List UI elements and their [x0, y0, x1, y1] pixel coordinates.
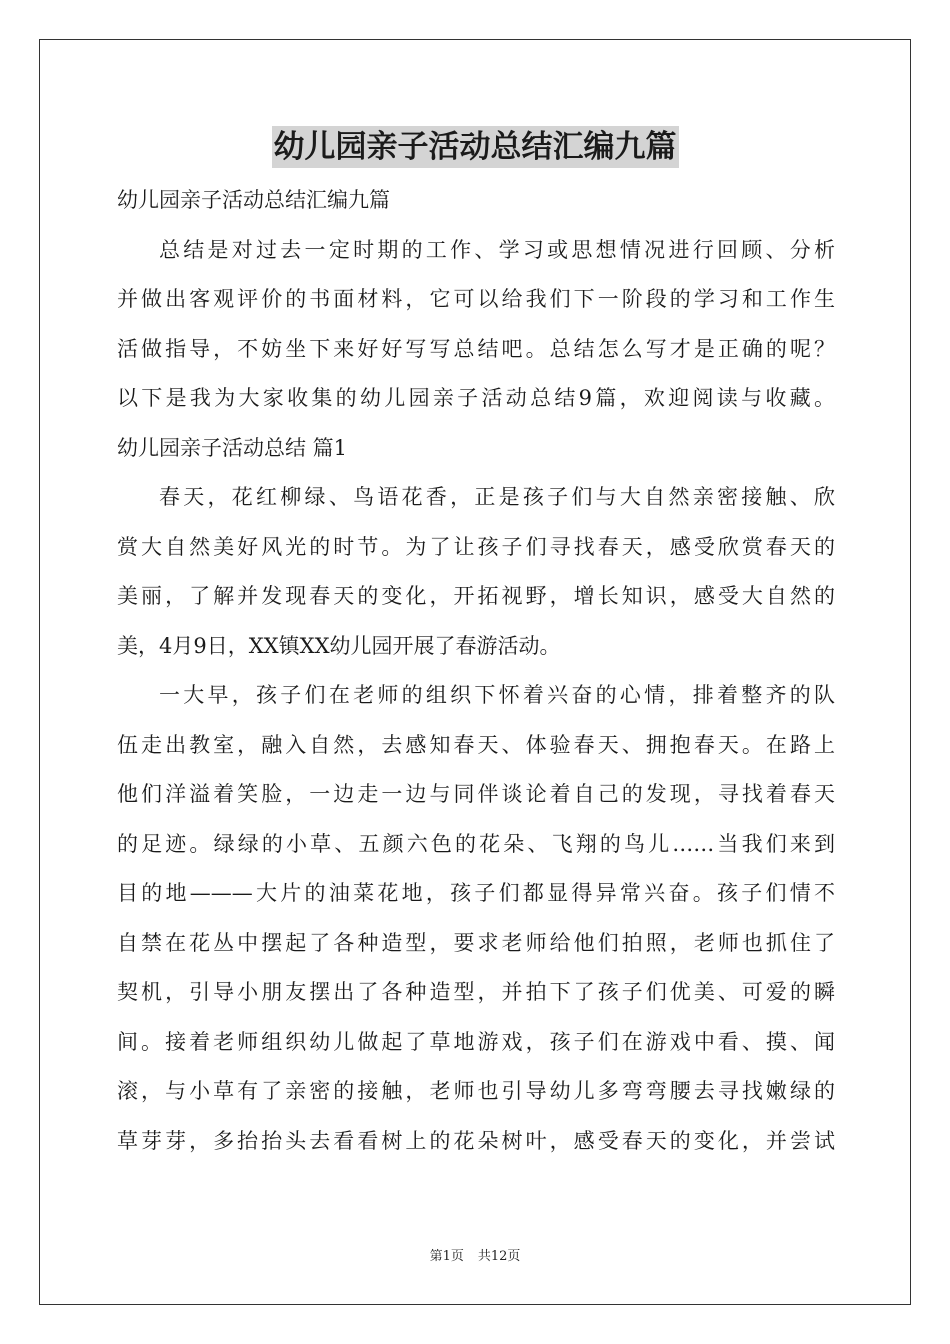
text-line: 自禁在花丛中摆起了各种造型，要求老师给他们拍照，老师也抓住了 [117, 930, 835, 955]
text-line: 美，4月9日，XX镇XX幼儿园开展了春游活动。 [117, 633, 561, 658]
page-number: 第1页 [429, 1249, 464, 1264]
text-line: 并做出客观评价的书面材料，它可以给我们下一阶段的学习和工作生 [117, 287, 835, 311]
text-line: 美丽，了解并发现春天的变化，开拓视野，增长知识，感受大自然的 [117, 584, 835, 608]
text-line: 他们洋溢着笑脸，一边走一边与同伴谈论着自己的发现，寻找着春天 [117, 782, 835, 806]
text-line: 伍走出教室，融入自然，去感知春天、体验春天、拥抱春天。在路上 [117, 732, 835, 757]
text-line: 活做指导，不妨坐下来好好写写总结吧。总结怎么写才是正确的呢？ [117, 336, 835, 361]
document-title: 幼儿园亲子活动总结汇编九篇 [272, 126, 679, 168]
text-line: 赏大自然美好风光的时节。为了让孩子们寻找春天，感受欣赏春天的 [117, 534, 835, 559]
page-total: 共12页 [477, 1249, 521, 1264]
text-line: 总结是对过去一定时期的工作、学习或思想情况进行回顾、分析 [159, 237, 835, 262]
text-line: 契机，引导小朋友摆出了各种造型，并拍下了孩子们优美、可爱的瞬 [117, 980, 835, 1004]
text-line: 草芽芽，多抬抬头去看看树上的花朵树叶，感受春天的变化，并尝试 [117, 1128, 835, 1153]
text-line: 的足迹。绿绿的小草、五颜六色的花朵、飞翔的鸟儿……当我们来到 [117, 831, 835, 856]
text-line: 间。接着老师组织幼儿做起了草地游戏，孩子们在游戏中看、摸、闻 [117, 1029, 835, 1054]
text-line: 一大早，孩子们在老师的组织下怀着兴奋的心情，排着整齐的队 [159, 683, 835, 707]
text-line: 以下是我为大家收集的幼儿园亲子活动总结9篇，欢迎阅读与收藏。 [117, 386, 835, 410]
document-body [117, 176, 835, 1166]
text-line: 滚，与小草有了亲密的接触，老师也引导幼儿多弯弯腰去寻找嫩绿的 [117, 1079, 835, 1103]
text-line: 幼儿园亲子活动总结 篇1 [117, 435, 348, 460]
title-container [0, 126, 950, 168]
text-line: 目的地———大片的油菜花地，孩子们都显得异常兴奋。孩子们情不 [117, 881, 835, 905]
page-footer [0, 1245, 950, 1264]
text-line: 幼儿园亲子活动总结汇编九篇 [117, 188, 390, 212]
text-line: 春天，花红柳绿、鸟语花香，正是孩子们与大自然亲密接触、欣 [159, 485, 835, 509]
